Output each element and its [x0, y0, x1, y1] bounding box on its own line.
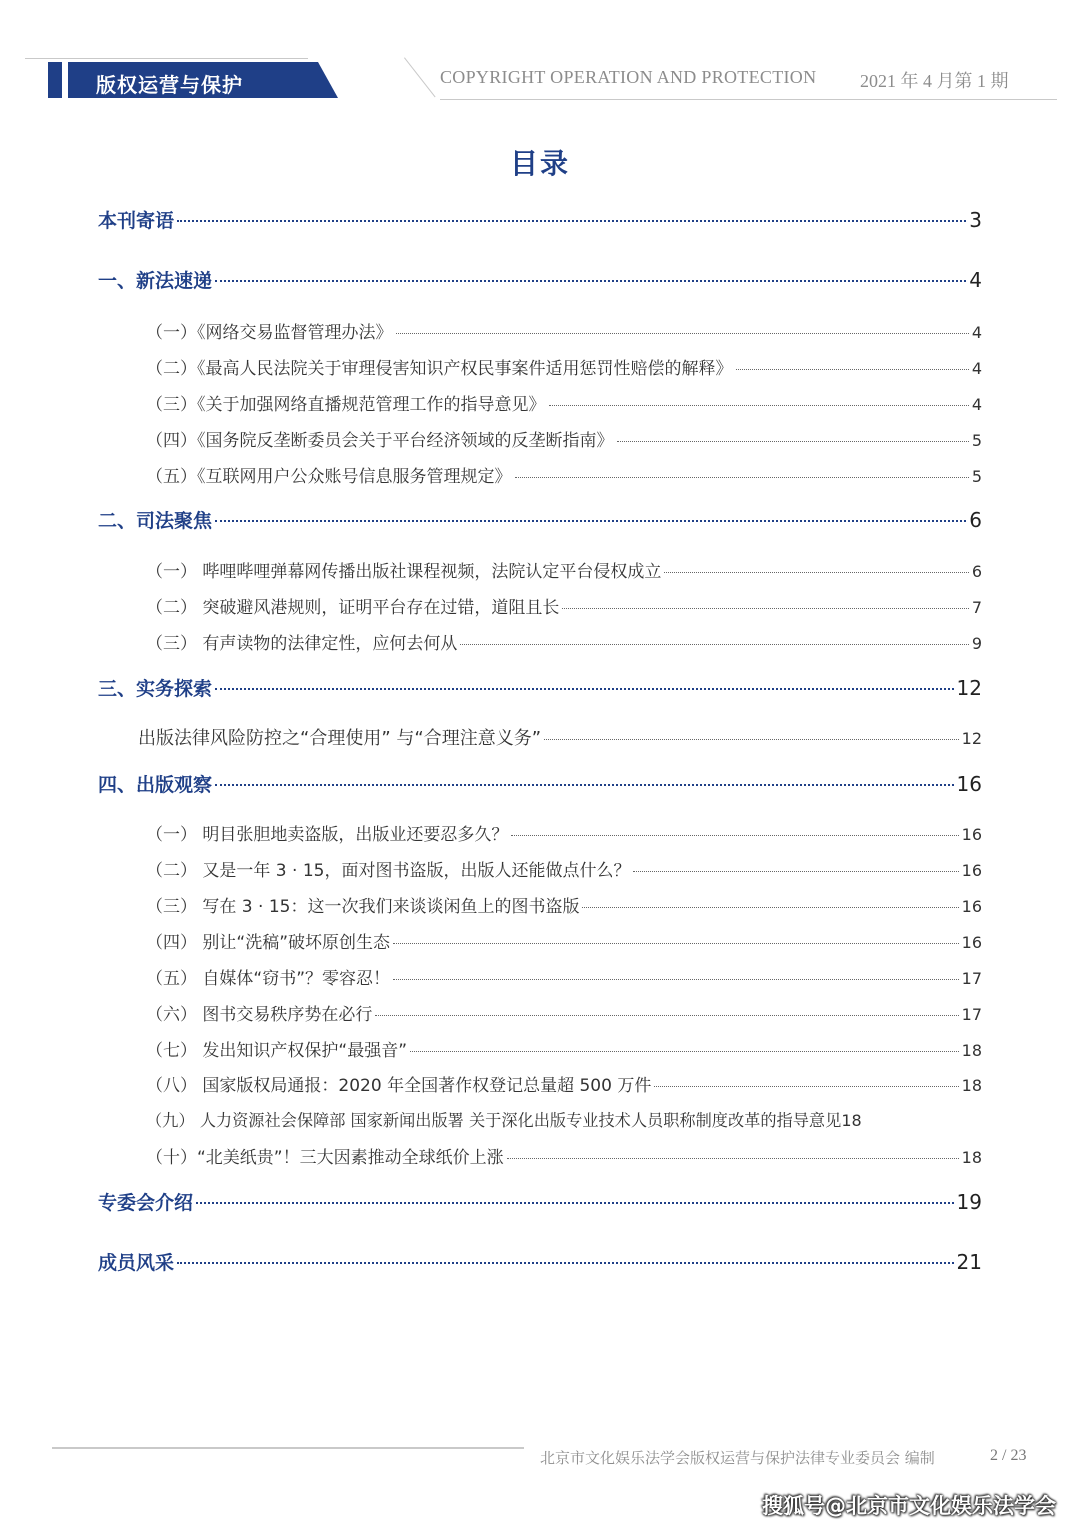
toc-entry-l2[interactable]: [146, 593, 982, 618]
toc-leader: [375, 1015, 958, 1016]
toc-entry-page: 18: [841, 1111, 862, 1130]
toc-title: 目录: [509, 147, 570, 180]
toc-entry-label: 出版法律风险防控之“合理使用” 与“合理注意义务”: [138, 728, 542, 749]
toc-entry-l2[interactable]: [146, 354, 982, 379]
toc-entry-page: 7: [971, 598, 982, 617]
toc-entry-label: 成员风采: [98, 1252, 175, 1274]
toc-entry-label: 专委会介绍: [98, 1192, 194, 1214]
toc-entry-label: （四） 别让“洗稿”破坏原创生态: [146, 933, 391, 953]
toc-leader: [544, 739, 959, 740]
toc-entry-l1[interactable]: [98, 266, 982, 293]
toc-entry-page: 4: [969, 268, 982, 292]
toc-entry-page: 5: [971, 467, 982, 486]
toc-leader: [617, 441, 969, 442]
toc-leader: [511, 835, 958, 836]
toc-entry-page: 4: [971, 395, 982, 414]
toc-leader: [215, 784, 954, 786]
toc-leader: [393, 943, 959, 944]
toc-leader: [396, 333, 969, 334]
toc-leader: [515, 477, 969, 478]
toc-entry-page: 18: [961, 1148, 982, 1167]
toc-leader: [215, 280, 966, 282]
header-rule-right: [440, 99, 1057, 100]
toc-entry-page: 9: [971, 634, 982, 653]
header-rule-diagonal: [404, 57, 436, 97]
toc-entry-l1[interactable]: [98, 506, 982, 533]
header-issue: 2021 年 4 月第 1 期: [860, 71, 1009, 91]
toc-leader: [410, 1051, 959, 1052]
toc-entry-label: （一）《网络交易监督管理办法》: [146, 323, 393, 343]
toc-entry-label: （二） 突破避风港规则，证明平台存在过错，道阻且长: [146, 598, 560, 618]
toc-entry-l2[interactable]: [146, 1036, 982, 1061]
toc-entry-page: 12: [961, 729, 982, 748]
toc-entry-page: 12: [956, 676, 982, 700]
toc-entry-l2[interactable]: [146, 1000, 982, 1025]
toc-entry-page: 16: [961, 897, 982, 916]
toc-leader: [215, 520, 966, 522]
toc-leader: [196, 1202, 954, 1204]
toc-entry-l2[interactable]: [146, 1071, 982, 1096]
header-subtitle: COPYRIGHT OPERATION AND PROTECTION: [440, 67, 817, 87]
toc-entry-label: （十）“北美纸贵”！三大因素推动全球纸价上涨: [146, 1148, 504, 1168]
toc-entry-label: 二、司法聚焦: [98, 510, 213, 532]
toc-entry-label: （八） 国家版权局通报：2020 年全国著作权登记总量超 500 万件: [146, 1076, 652, 1096]
toc-entry-label: （一） 明目张胆地卖盗版，出版业还要忍多久？: [146, 825, 509, 845]
toc-leader: [215, 688, 954, 690]
toc-leader: [549, 405, 969, 406]
toc-entry-page: 19: [956, 1190, 982, 1214]
toc-entry-l2[interactable]: [146, 462, 982, 487]
toc-entry-label: （六） 图书交易秩序势在必行: [146, 1005, 373, 1025]
toc-entry-page: 16: [961, 933, 982, 952]
toc-entry-page: 5: [971, 431, 982, 450]
toc-leader: [393, 979, 959, 980]
toc-entry-label: 本刊寄语: [98, 210, 175, 232]
toc-leader: [177, 1262, 954, 1264]
toc-entry-label: （五）《互联网用户公众账号信息服务管理规定》: [146, 467, 512, 487]
toc-leader: [633, 871, 958, 872]
toc-entry-page: 17: [961, 969, 982, 988]
toc-entry-label: （五） 自媒体“窃书”？零容忍！: [146, 969, 391, 989]
toc-entry-label: （四）《国务院反垄断委员会关于平台经济领域的反垄断指南》: [146, 431, 614, 451]
toc-entry-l2[interactable]: [146, 390, 982, 415]
toc-entry-l2[interactable]: [146, 892, 982, 917]
toc-entry-label: （二） 又是一年 3 · 15，面对图书盗版，出版人还能做点什么？: [146, 861, 631, 881]
toc-leader: [562, 608, 968, 609]
toc-entry-label: 一、新法速递: [98, 270, 213, 292]
toc-entry-l1[interactable]: [98, 1188, 982, 1215]
toc-entry-l2[interactable]: [146, 629, 982, 654]
toc-entry-page: 6: [969, 508, 982, 532]
toc-entry-l2[interactable]: [146, 426, 982, 451]
header-rule-left: [25, 58, 308, 59]
toc-entry-page: 16: [961, 825, 982, 844]
toc-entry-label: （二）《最高人民法院关于审理侵害知识产权民事案件适用惩罚性赔偿的解释》: [146, 359, 733, 379]
toc-entry-l2[interactable]: [146, 557, 982, 582]
toc-entry-page: 17: [961, 1005, 982, 1024]
toc-entry-page: 21: [956, 1250, 982, 1274]
toc-entry-page: 16: [956, 772, 982, 796]
toc-entry-page: 4: [971, 359, 982, 378]
toc-entry-page: 18: [961, 1076, 982, 1095]
toc-entry-l2[interactable]: [146, 1107, 982, 1131]
toc-entry-page: 18: [961, 1041, 982, 1060]
toc-entry-label: （一） 哔哩哔哩弹幕网传播出版社课程视频，法院认定平台侵权成立: [146, 562, 662, 582]
toc-entry-l2[interactable]: [138, 724, 982, 750]
toc-entry-label: （七） 发出知识产权保护“最强音”: [146, 1041, 408, 1061]
toc-entry-label: （三）《关于加强网络直播规范管理工作的指导意见》: [146, 395, 546, 415]
toc-entry-l2[interactable]: [146, 1143, 982, 1168]
footer-rule: [52, 1447, 524, 1449]
toc-entry-l1[interactable]: [98, 674, 982, 701]
toc-entry-label: （三） 有声读物的法律定性，应何去何从: [146, 634, 458, 654]
toc-entry-page: 3: [969, 208, 982, 232]
toc-entry-label: 三、实务探索: [98, 678, 213, 700]
footer-organization: 北京市文化娱乐法学会版权运营与保护法律专业委员会 编制: [540, 1449, 935, 1467]
toc-entry-page: 16: [961, 861, 982, 880]
toc-leader: [664, 572, 968, 573]
toc-entry-label: （三） 写在 3 · 15：这一次我们来谈谈闲鱼上的图书盗版: [146, 897, 580, 917]
toc-entry-l2[interactable]: [146, 820, 982, 845]
toc-entry-page: 6: [971, 562, 982, 581]
toc-entry-l1[interactable]: [98, 1248, 982, 1275]
toc-entry-l1[interactable]: [98, 770, 982, 797]
toc-entry-page: 4: [971, 323, 982, 342]
toc-leader: [460, 644, 968, 645]
toc-entry-l2[interactable]: [146, 928, 982, 953]
toc-entry-label: （九） 人力资源社会保障部 国家新闻出版署 关于深化出版专业技术人员职称制度改革的指导意见: [146, 1111, 842, 1130]
header-title: 版权运营与保护: [96, 73, 243, 97]
toc-entry-l2[interactable]: [146, 318, 982, 343]
toc-leader: [654, 1086, 958, 1087]
toc-entry-l2[interactable]: [146, 964, 982, 989]
toc-entry-l2[interactable]: [146, 856, 982, 881]
toc-leader: [177, 220, 966, 222]
toc-entry-label: 四、出版观察: [98, 774, 213, 796]
toc-leader: [736, 369, 969, 370]
toc-leader: [507, 1158, 959, 1159]
toc-leader: [582, 907, 958, 908]
source-watermark: 搜狐号@北京市文化娱乐法学会: [762, 1494, 1056, 1518]
footer-page-indicator: 2 / 23: [990, 1447, 1027, 1464]
toc-entry-l1[interactable]: [98, 206, 982, 233]
